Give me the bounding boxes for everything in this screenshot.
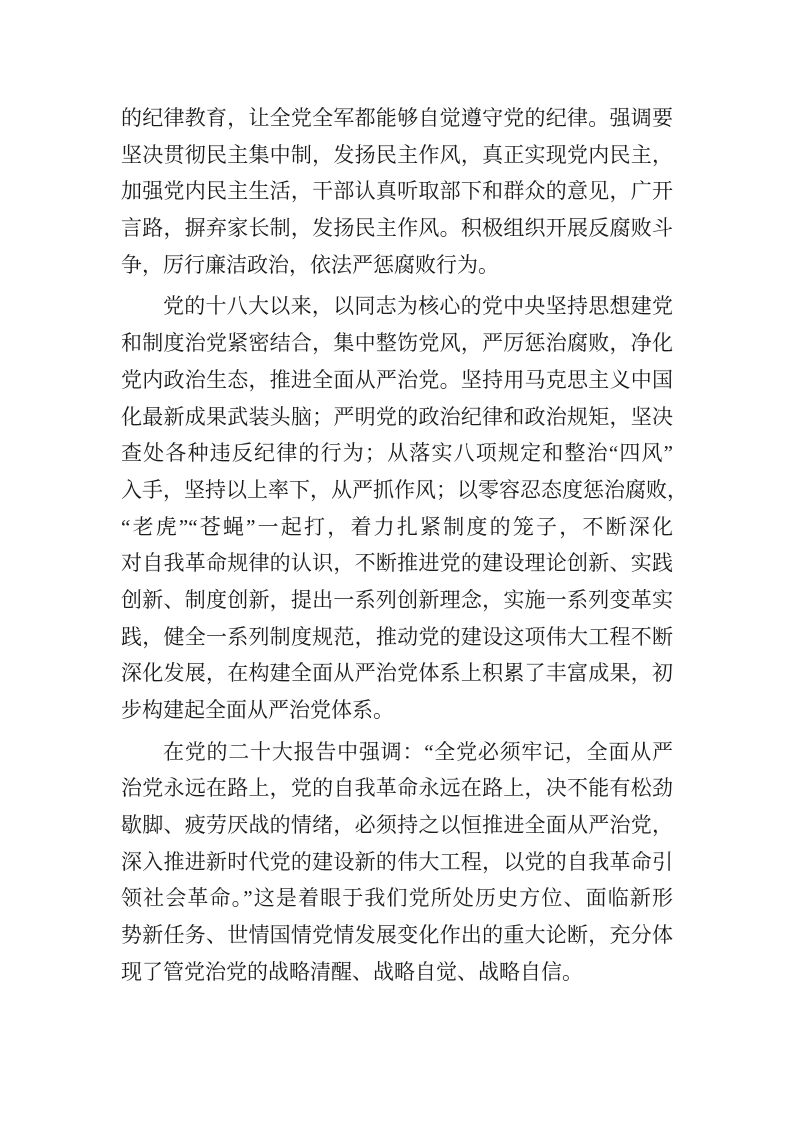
text-line: 查处各种违反纪律的行为；从落实八项规定和整治“四风” (121, 441, 673, 466)
text-line: 党内政治生态，推进全面从严治党。坚持用马克思主义中国 (121, 367, 673, 392)
text-line: 践，健全一系列制度规范，推动党的建设这项伟大工程不断 (121, 624, 673, 649)
text-line: 现了管党治党的战略清醒、战略自觉、战略自信。 (121, 959, 583, 984)
text-line: 化最新成果武装头脑；严明党的政治纪律和政治规矩，坚决 (121, 404, 673, 429)
paragraph (121, 100, 673, 283)
text-line: 治党永远在路上，党的自我革命永远在路上，决不能有松劲 (121, 776, 673, 801)
text-line: 争，厉行廉洁政治，依法严惩腐败行为。 (121, 252, 499, 277)
text-line: 坚决贯彻民主集中制，发扬民主作风，真正实现党内民主， (121, 142, 673, 167)
text-line: 的纪律教育，让全党全军都能够自觉遵守党的纪律。强调要 (121, 106, 673, 130)
text-line: 深入推进新时代党的建设新的伟大工程，以党的自我革命引 (121, 849, 673, 874)
text-line: 在党的二十大报告中强调：“全党必须牢记，全面从严 (163, 739, 673, 764)
text-line: 和制度治党紧密结合，集中整饬党风，严厉惩治腐败，净化 (121, 331, 673, 356)
text-line: 入手，坚持以上率下，从严抓作风；以零容忍态度惩治腐败， (121, 477, 688, 502)
paragraph (121, 734, 673, 991)
text-line: 对自我革命规律的认识，不断推进党的建设理论创新、实践 (121, 551, 673, 576)
text-line: “老虎”“苍蝇”一起打，着力扎紧制度的笼子，不断深化 (121, 514, 673, 539)
text-line: 党的十八大以来，以同志为核心的党中央坚持思想建党 (163, 294, 673, 319)
document-body (121, 100, 688, 996)
text-line: 领社会革命。”这是着眼于我们党所处历史方位、面临新形 (121, 886, 673, 911)
text-line: 深化发展，在构建全面从严治党体系上积累了丰富成果，初 (121, 661, 673, 686)
text-line: 歇脚、疲劳厌战的情绪，必须持之以恒推进全面从严治党， (121, 813, 673, 838)
text-line: 创新、制度创新，提出一系列创新理念，实施一系列变革实 (121, 587, 673, 612)
text-line: 步构建起全面从严治党体系。 (121, 698, 394, 722)
paragraph (121, 288, 688, 728)
text-line: 势新任务、世情国情党情发展变化作出的重大论断，充分体 (121, 923, 673, 948)
text-line: 加强党内民主生活，干部认真听取部下和群众的意见，广开 (121, 179, 673, 204)
text-line: 言路，摒弃家长制，发扬民主作风。积极组织开展反腐败斗 (121, 216, 673, 241)
